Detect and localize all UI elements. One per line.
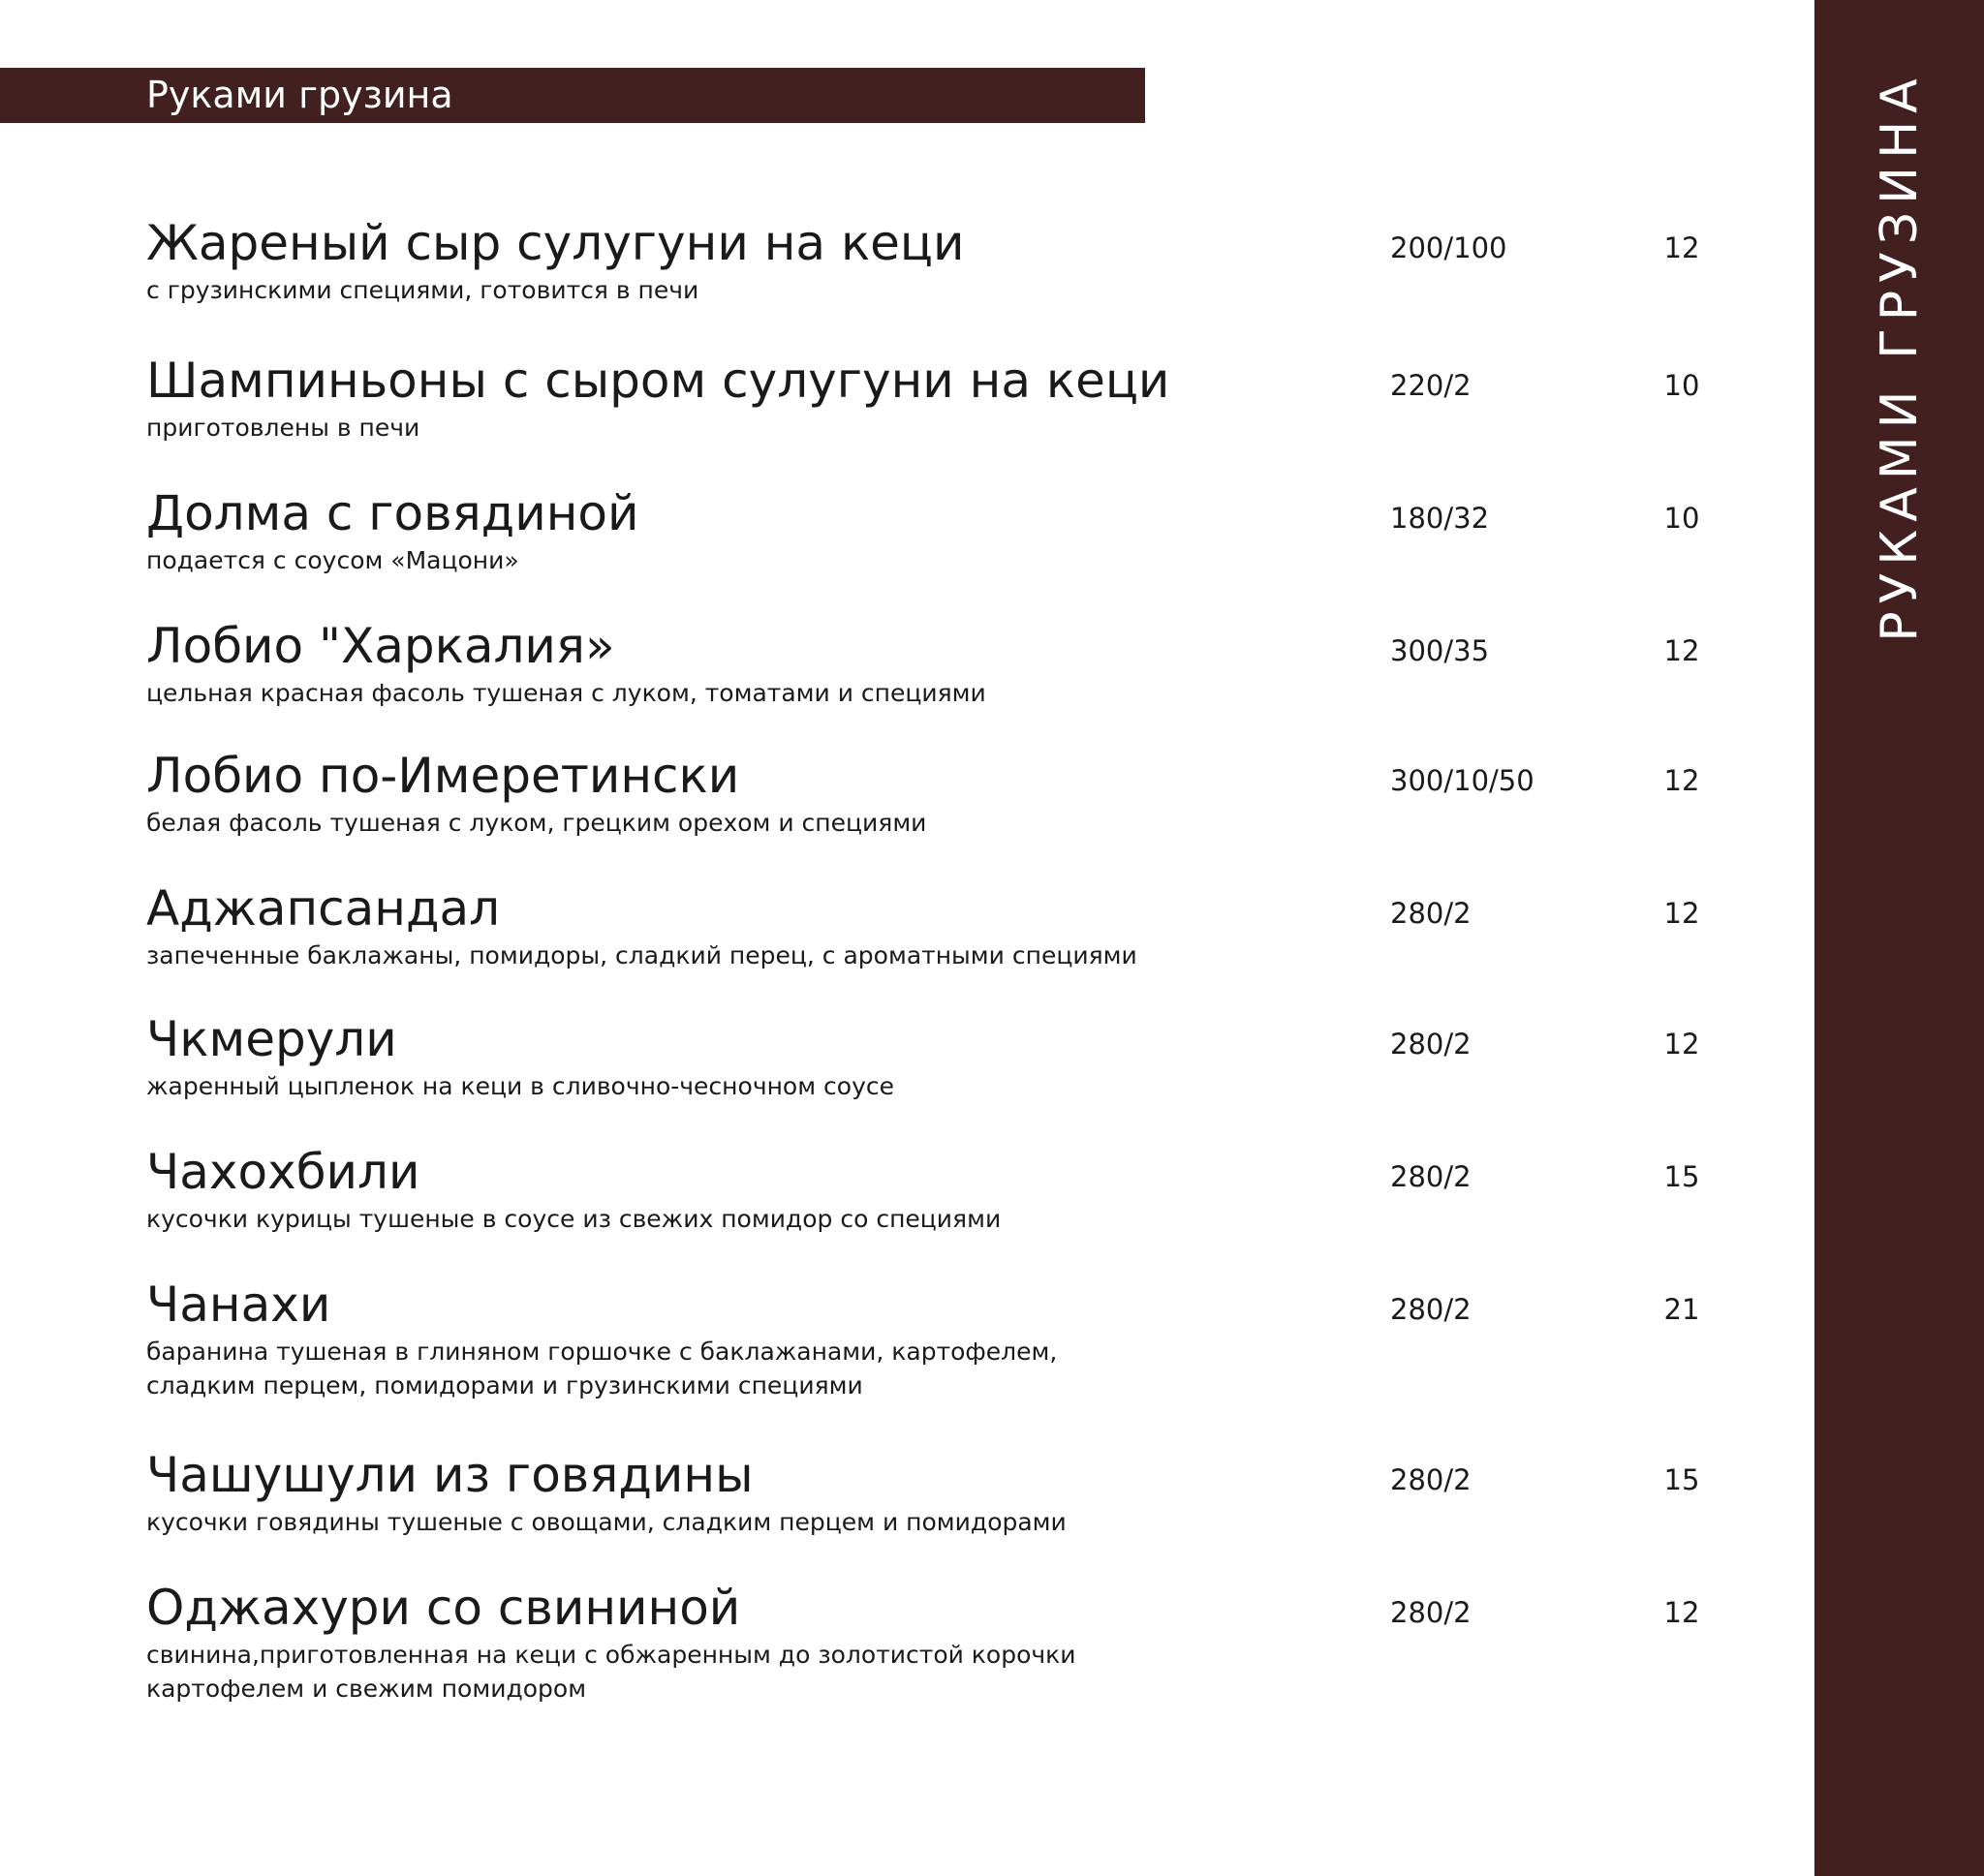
menu-item	[146, 483, 1700, 577]
dish-price: 12	[1663, 1596, 1700, 1629]
dish-name: Жареный сыр сулугуни на кеци	[146, 215, 965, 271]
dish-name: Шампиньоны с сыром сулугуни на кеци	[146, 353, 1170, 409]
menu-item	[146, 1578, 1700, 1706]
dish-price: 12	[1663, 634, 1700, 667]
menu-item	[146, 878, 1700, 972]
dish-weight: 300/10/50	[1390, 764, 1534, 797]
dish-description: запеченные баклажаны, помидоры, сладкий перец, с ароматными специями	[146, 941, 1137, 969]
dish-price: 21	[1663, 1293, 1700, 1326]
dish-price: 15	[1663, 1160, 1700, 1193]
dish-description: цельная красная фасоль тушеная с луком, томатами и специями	[146, 679, 986, 707]
menu-item	[146, 1009, 1700, 1103]
menu-item	[146, 1445, 1700, 1539]
dish-name: Чкмерули	[146, 1011, 397, 1067]
dish-weight: 220/2	[1390, 369, 1472, 402]
section-header-bar	[0, 68, 1145, 123]
dish-weight: 180/32	[1390, 502, 1490, 535]
dish-description: с грузинскими специями, готовится в печи	[146, 276, 699, 304]
dish-description: кусочки курицы тушеные в соусе из свежих помидор со специями	[146, 1205, 1002, 1233]
dish-weight: 280/2	[1390, 897, 1472, 930]
dish-description: баранина тушеная в глиняном горшочке с баклажанами, картофелем,	[146, 1338, 1058, 1366]
dish-description: свинина,приготовленная на кеци с обжаренным до золотистой корочки	[146, 1641, 1076, 1669]
dish-description: жаренный цыпленок на кеци в сливочно-чесночном соусе	[146, 1072, 894, 1100]
dish-description: приготовлены в печи	[146, 414, 420, 442]
menu-item	[146, 616, 1700, 710]
dish-name: Чашушули из говядины	[146, 1447, 754, 1503]
dish-name: Чахохбили	[146, 1144, 420, 1200]
dish-price: 12	[1663, 764, 1700, 797]
dish-weight: 200/100	[1390, 231, 1507, 264]
dish-description: подается с соусом «Мацони»	[146, 546, 519, 574]
dish-weight: 280/2	[1390, 1293, 1472, 1326]
dish-price: 10	[1663, 369, 1700, 402]
dish-price: 12	[1663, 231, 1700, 264]
dish-weight: 280/2	[1390, 1028, 1472, 1061]
dish-description: белая фасоль тушеная с луком, грецким орехом и специями	[146, 809, 927, 837]
dish-weight: 280/2	[1390, 1596, 1472, 1629]
dish-price: 10	[1663, 502, 1700, 535]
dish-name: Долма с говядиной	[146, 485, 639, 541]
section-title: Руками грузина	[146, 74, 453, 116]
dish-description-line-2: сладким перцем, помидорами и грузинскими специями	[146, 1371, 863, 1399]
menu-item	[146, 1142, 1700, 1236]
menu-item	[146, 351, 1700, 445]
menu-item	[146, 1275, 1700, 1402]
dish-weight: 300/35	[1390, 634, 1490, 667]
dish-weight: 280/2	[1390, 1463, 1472, 1496]
dish-price: 12	[1663, 897, 1700, 930]
dish-name: Лобио по-Имеретински	[146, 748, 740, 804]
dish-name: Аджапсандал	[146, 880, 501, 937]
dish-name: Оджахури со свининой	[146, 1580, 741, 1636]
side-banner	[1814, 0, 1984, 1876]
side-banner-label: РУКАМИ ГРУЗИНА	[1870, 71, 1929, 642]
dish-name: Лобио "Харкалия»	[146, 618, 615, 674]
dish-price: 12	[1663, 1028, 1700, 1061]
menu-item	[146, 746, 1700, 840]
dish-name: Чанахи	[146, 1276, 331, 1333]
menu-item	[146, 213, 1700, 307]
dish-description: кусочки говядины тушеные с овощами, сладким перцем и помидорами	[146, 1508, 1067, 1536]
dish-price: 15	[1663, 1463, 1700, 1496]
dish-weight: 280/2	[1390, 1160, 1472, 1193]
dish-description-line-2: картофелем и свежим помидором	[146, 1675, 587, 1703]
